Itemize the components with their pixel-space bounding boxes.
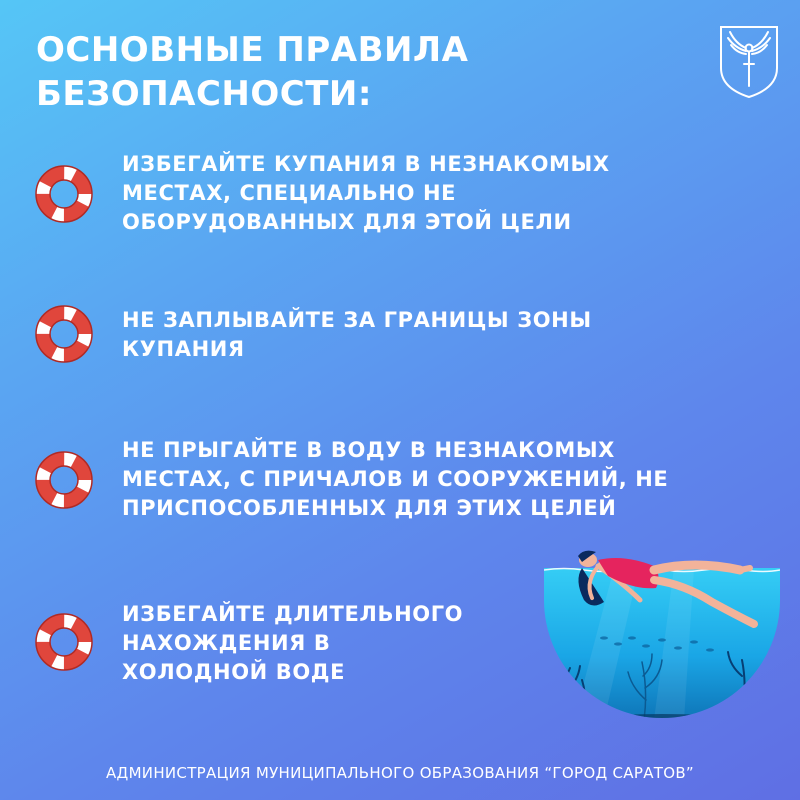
rule-line: ОБОРУДОВАННЫХ ДЛЯ ЭТОЙ ЦЕЛИ (122, 210, 572, 234)
rule-line: МЕСТАХ, С ПРИЧАЛОВ И СООРУЖЕНИЙ, НЕ (122, 467, 669, 491)
rule-line: НЕ ПРЫГАЙТЕ В ВОДУ В НЕЗНАКОМЫХ (122, 438, 615, 462)
rule-line: КУПАНИЯ (122, 337, 245, 361)
coat-of-arms-icon (718, 24, 780, 100)
title-line-2: БЕЗОПАСНОСТИ: (36, 74, 372, 114)
footer-organization: АДМИНИСТРАЦИЯ МУНИЦИПАЛЬНОГО ОБРАЗОВАНИЯ “ГОРОД САРАТОВ” (105, 764, 694, 782)
rule-line: ИЗБЕГАЙТЕ КУПАНИЯ В НЕЗНАКОМЫХ (122, 152, 610, 176)
swimmer-illustration (544, 540, 780, 720)
rule-line: НАХОЖДЕНИЯ В (122, 631, 331, 655)
rule-text (122, 306, 592, 364)
rule-text (122, 436, 668, 523)
lifebuoy-icon (34, 612, 94, 672)
rule-line: ПРИСПОСОБЛЕННЫХ ДЛЯ ЭТИХ ЦЕЛЕЙ (122, 496, 617, 520)
lifebuoy-icon (34, 304, 94, 364)
lifebuoy-icon (34, 450, 94, 510)
rule-text (122, 150, 610, 237)
rule-line: МЕСТАХ, СПЕЦИАЛЬНО НЕ (122, 181, 457, 205)
lifebuoy-icon (34, 164, 94, 224)
rule-line: ИЗБЕГАЙТЕ ДЛИТЕЛЬНОГО (122, 602, 464, 626)
rule-line: ХОЛОДНОЙ ВОДЕ (122, 660, 346, 684)
page-title (36, 28, 469, 116)
title-line-1: ОСНОВНЫЕ ПРАВИЛА (36, 30, 469, 70)
rule-line: НЕ ЗАПЛЫВАЙТЕ ЗА ГРАНИЦЫ ЗОНЫ (122, 308, 592, 332)
rule-text (122, 600, 463, 687)
